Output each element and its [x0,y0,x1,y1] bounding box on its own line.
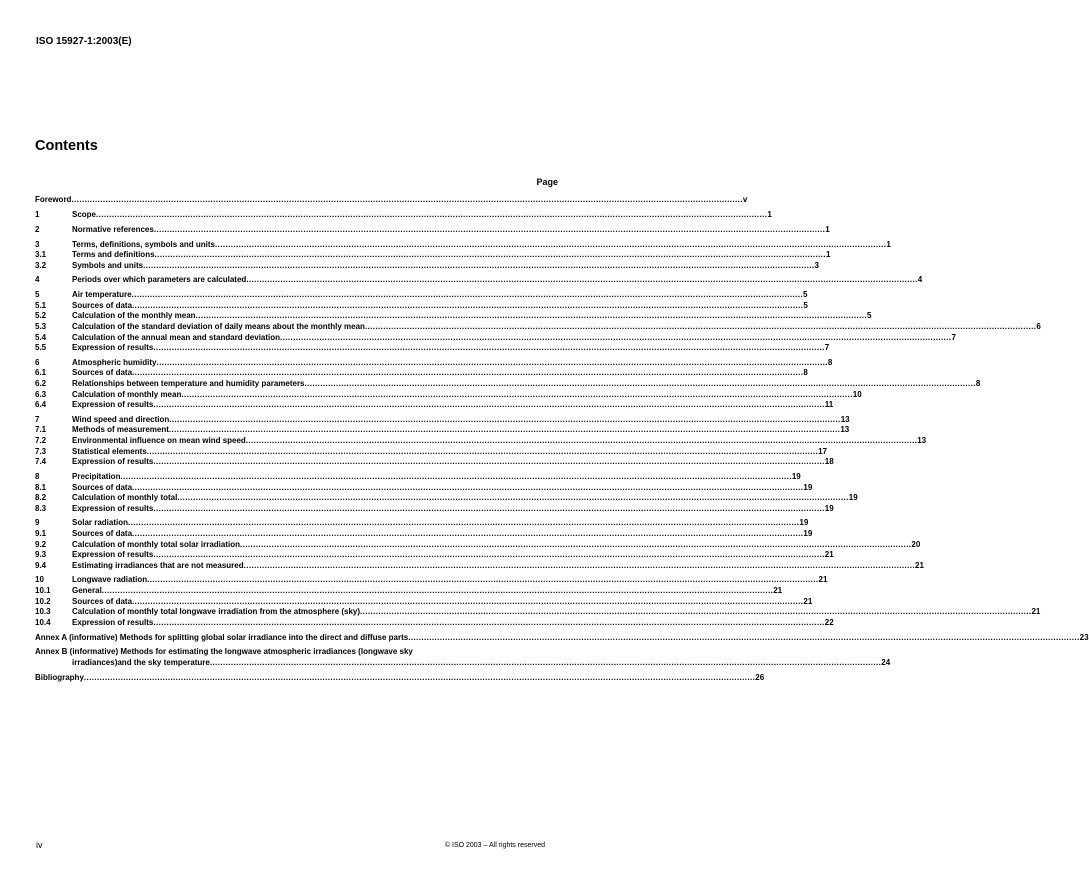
table-of-contents [35,195,1089,683]
toc-entry-page: v [742,195,748,204]
toc-entry-text: Calculation of monthly total longwave irradiation from the atmosphere (sky) [72,607,361,617]
toc-entry[interactable] [35,575,828,586]
toc-entry-text: Solar radiation [72,518,129,528]
toc-entry-number: 5.3 [35,321,47,331]
toc-entry[interactable] [35,471,801,483]
toc-entry-text: General [72,586,102,596]
toc-entry-page: 21 [773,586,783,596]
toc-entry[interactable] [35,368,808,379]
toc-entry[interactable] [35,528,813,540]
toc-entry-page: 5 [866,311,872,321]
toc-entry-page: 23 [1079,632,1089,642]
toc-entry[interactable] [35,446,828,458]
dot-leader [280,333,951,344]
toc-entry-page: 1 [767,209,772,219]
toc-entry-number: 1 [35,209,40,219]
toc-entry-number: 7.1 [35,425,47,435]
document-id: ISO 15927-1:2003(E) [36,36,132,47]
dot-leader [71,195,742,206]
toc-entry-page: 18 [824,457,834,467]
toc-entry-page: 21 [824,550,834,560]
dot-leader [153,550,824,561]
toc-entry[interactable] [35,239,891,251]
toc-entry[interactable] [35,457,834,468]
toc-entry-page: 11 [824,400,834,410]
toc-entry-text: Calculation of monthly total [72,493,178,503]
toc-entry[interactable] [35,260,819,272]
toc-entry-number: 5.4 [35,332,47,342]
toc-entry[interactable] [35,607,1041,618]
toc-entry-page: 7 [824,343,830,353]
toc-entry-text: Precipitation [72,471,121,481]
toc-entry-text: irradiances)and the sky temperature [72,657,210,667]
toc-entry-text: Methods of measurement [72,425,169,435]
toc-entry-number: 3 [35,239,40,249]
toc-entry[interactable] [35,389,862,401]
toc-entry-page: 13 [840,425,850,435]
toc-entry-page: 20 [911,539,921,549]
dot-leader [360,607,1031,618]
toc-entry-page: 1 [825,250,831,260]
dot-leader [408,633,1079,644]
toc-entry[interactable] [35,357,833,369]
toc-entry[interactable] [35,586,783,597]
toc-entry[interactable] [35,482,813,494]
toc-entry-number: 3.2 [35,260,47,270]
toc-entry[interactable] [35,195,748,206]
dot-leader [147,447,818,458]
toc-entry-number: 5.5 [35,343,47,353]
toc-entry-text: Atmospheric humidity [72,357,157,367]
toc-entry-page: 5 [803,300,808,310]
dot-leader [156,358,827,369]
toc-entry-text: Annex B (informative) Methods for estimating the longwave atmospheric irradiances (longwave sky [35,647,413,657]
toc-entry-text: Sources of data [72,482,133,492]
toc-entry-number: 2 [35,224,40,234]
dot-leader [365,322,1036,333]
dot-leader [147,575,818,586]
toc-entry-text: Expression of results [72,503,154,513]
toc-entry-number: 4 [35,275,40,285]
dot-leader [132,368,803,379]
toc-entry-number: 5.2 [35,311,47,321]
dot-leader [246,436,917,447]
footer-page-number: iv [36,840,43,850]
dot-leader [102,586,773,597]
toc-entry-page: 10 [852,389,862,399]
toc-entry-text: Terms and definitions [72,250,155,260]
toc-entry-number: 6.3 [35,389,47,399]
toc-entry-number: 5 [35,290,40,300]
dot-leader [181,390,852,401]
dot-leader [246,275,917,286]
toc-entry-number: 6.4 [35,400,47,410]
toc-entry-number: 10.4 [35,617,51,627]
toc-entry-text: Relationships between temperature and humidity parameters [72,378,305,388]
toc-entry-page: 13 [840,414,850,424]
toc-entry-number: 7.3 [35,446,47,456]
toc-entry-text: Expression of results [72,400,154,410]
dot-leader [153,343,824,354]
toc-entry-page: 19 [824,503,834,513]
toc-entry-number: 7 [35,414,40,424]
dot-leader [153,400,824,411]
toc-entry-page: 1 [825,224,830,234]
toc-entry[interactable] [35,518,809,529]
toc-entry-page: 4 [917,275,923,285]
dot-leader [210,658,881,669]
toc-entry-number: 6 [35,357,40,367]
dot-leader [153,504,824,515]
toc-entry[interactable] [35,436,927,447]
toc-entry-text: Expression of results [72,550,154,560]
toc-entry-number: 6.1 [35,368,47,378]
page-title: Contents [35,138,98,154]
toc-entry-text: Expression of results [72,617,154,627]
footer-copyright: © ISO 2003 – All rights reserved [444,842,545,849]
dot-leader [128,518,799,529]
toc-entry-page: 6 [1036,321,1041,331]
dot-leader [244,561,915,572]
dot-leader [84,673,755,684]
toc-entry-number: 9.4 [35,560,47,570]
toc-entry[interactable] [35,275,923,286]
toc-entry-page: 8 [975,378,981,388]
toc-entry[interactable] [35,539,921,551]
toc-entry-text: Normative references [72,224,154,234]
toc-entry[interactable] [35,400,834,411]
toc-entry-number: 8 [35,471,40,481]
toc-entry-text: Calculation of the monthly mean [72,311,196,321]
toc-entry-page: 22 [824,617,834,627]
toc-entry-number: 10.1 [35,586,51,596]
page-column-heading: Page [536,177,558,187]
toc-entry-text: Scope [72,209,97,219]
toc-entries [35,195,1089,643]
toc-entry[interactable] [35,224,830,236]
dot-leader [177,493,848,504]
toc-entry[interactable] [35,503,834,515]
toc-entry[interactable] [35,560,924,572]
dot-leader [215,240,886,251]
toc-entry-text: Expression of results [72,457,154,467]
toc-entry-number: 9.2 [35,539,47,549]
toc-entry-page: 21 [915,560,924,570]
toc-entry-bibliography[interactable] [35,672,765,684]
dot-leader [143,261,814,272]
toc-entry-page: 21 [803,596,813,606]
toc-entry-number: 3.1 [35,250,47,260]
toc-entry-text: Terms, definitions, symbols and units [72,239,215,249]
toc-entry-page: 17 [818,446,828,456]
toc-entry-text: Environmental influence on mean wind speed [72,436,246,446]
toc-entry-number: 10 [35,575,44,585]
toc-entry-page: 24 [881,657,891,667]
toc-entry-page: 1 [886,239,891,249]
dot-leader [132,290,803,301]
dot-leader [132,301,803,312]
toc-entry-page: 19 [848,493,858,503]
toc-entry[interactable] [35,550,834,561]
toc-entry[interactable] [35,493,858,504]
toc-entry[interactable] [35,425,850,436]
toc-entry-text: Statistical elements [72,446,147,456]
toc-entry-page: 7 [951,332,956,342]
toc-entry-page: 26 [755,672,765,682]
toc-entry-number: 9 [35,518,40,528]
dot-leader [169,415,840,426]
toc-entry[interactable] [35,250,831,261]
toc-entry-text: Bibliography [35,672,84,682]
toc-entry-body [35,647,890,668]
toc-entry-page: 8 [827,357,833,367]
toc-entry-text: Annex A (informative) Methods for splitting global solar irradiance into the direct and diffuse parts [35,632,409,642]
toc-entry-page: 3 [814,260,819,270]
toc-entry-text: Sources of data [72,300,133,310]
toc-entry[interactable] [35,378,981,390]
dot-leader [196,311,867,322]
toc-entry[interactable] [35,632,1089,644]
dot-leader [132,483,803,494]
toc-entry[interactable] [35,343,830,354]
dot-leader [240,540,911,551]
toc-entry-text: Expression of results [72,343,154,353]
dot-leader [153,457,824,468]
dot-leader [153,618,824,629]
dot-leader [96,210,767,221]
toc-entry-text: Foreword [35,195,72,204]
toc-entry[interactable] [35,321,1041,333]
toc-entry[interactable] [35,596,813,608]
dot-leader [154,225,825,236]
toc-entry-page: 19 [803,482,813,492]
dot-leader [305,379,976,390]
toc-entry-page: 13 [917,436,927,446]
toc-entry-number: 8.1 [35,482,47,492]
toc-entry-text: Sources of data [72,596,133,606]
toc-entry-text: Wind speed and direction [72,414,170,424]
toc-entry-page: 21 [1031,607,1041,617]
toc-entry-annex-b[interactable] [35,647,891,668]
toc-entry-number: 9.3 [35,550,47,560]
toc-entry-text: Periods over which parameters are calculated [72,275,247,285]
toc-entry[interactable] [35,311,872,322]
toc-entry-page: 5 [802,290,808,300]
toc-entry-text: Sources of data [72,528,133,538]
toc-entry-page: 19 [799,518,809,528]
toc-entry-number: 7.4 [35,457,47,467]
toc-entry-continuation [35,658,890,669]
dot-leader [155,250,826,261]
toc-entry-text: Calculation of the standard deviation of daily means about the monthly mean [72,321,365,331]
toc-entry-number: 9.1 [35,528,47,538]
toc-entry-number: 10.2 [35,596,51,606]
dot-leader [132,597,803,608]
toc-entry-text: Symbols and units [72,260,144,270]
toc-entry[interactable] [35,414,850,426]
dot-leader [132,529,803,540]
toc-entry-number: 7.2 [35,436,47,446]
toc-entry-number: 10.3 [35,607,51,617]
toc-entry-text: Calculation of monthly total solar irradiation [72,539,241,549]
toc-entry-number: 5.1 [35,300,47,310]
toc-entry[interactable] [35,290,808,301]
toc-entry-number: 8.2 [35,493,47,503]
toc-entry-text: Estimating irradiances that are not measured [72,560,244,570]
toc-entry-text: Calculation of monthly mean [72,389,182,399]
toc-entry-text: Sources of data [72,368,133,378]
toc-entry-text: Air temperature [72,290,132,300]
toc-entry-text: Longwave radiation [72,575,148,585]
toc-entry-page: 21 [818,575,828,585]
toc-entry-page: 19 [791,471,801,481]
toc-entry[interactable] [35,300,808,312]
toc-entry[interactable] [35,617,834,629]
toc-entry[interactable] [35,332,956,344]
toc-entry-number: 6.2 [35,378,47,388]
toc-entry[interactable] [35,209,772,221]
toc-entry-page: 8 [803,368,808,378]
dot-leader [169,425,840,436]
toc-entry-text: Calculation of the annual mean and standard deviation [72,332,281,342]
dot-leader [120,472,791,483]
toc-entry-page: 19 [803,528,813,538]
toc-entry-number: 8.3 [35,503,47,513]
